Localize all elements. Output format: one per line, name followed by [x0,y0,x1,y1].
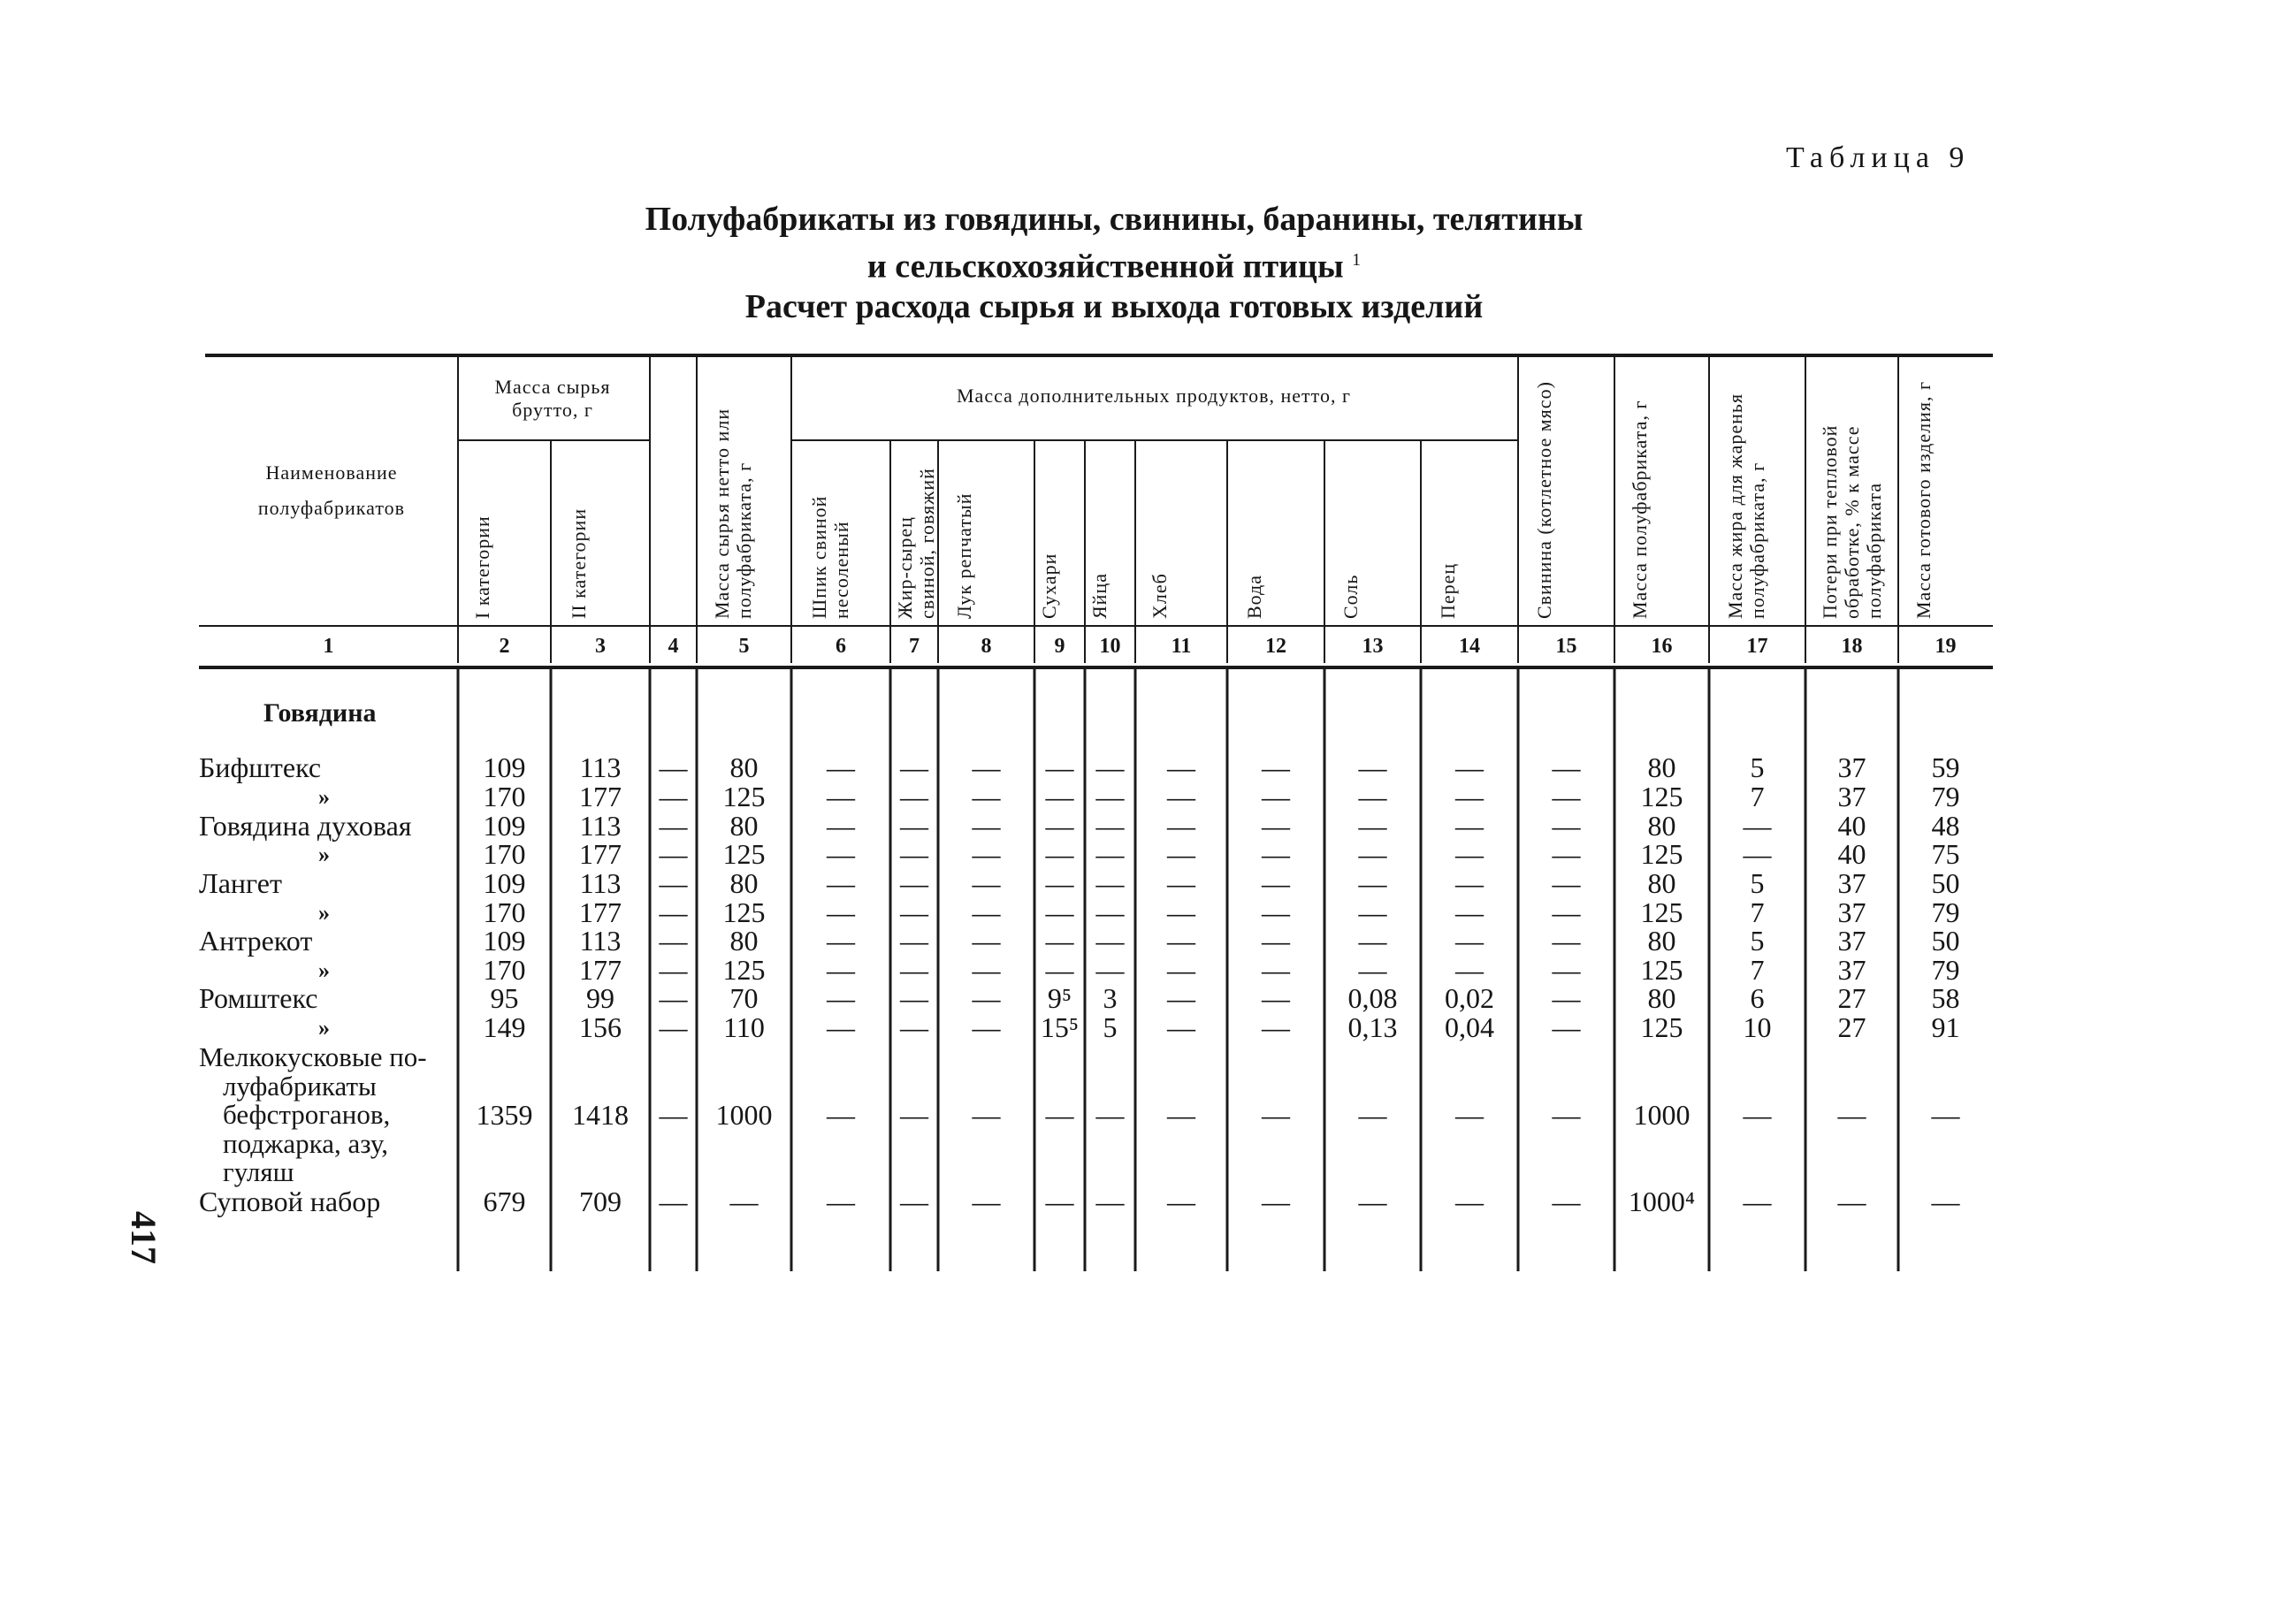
table-cell: — [900,1099,928,1131]
table-cell: — [1552,896,1581,928]
table-cell: 27 [1837,982,1866,1014]
table-cell: — [1095,867,1125,899]
header-name: Наименование полуфабрикатов [257,461,406,519]
table-cell: — [1552,925,1581,957]
table-cell: — [900,925,928,957]
table-cell: — [1455,954,1484,986]
table-cell: — [1095,1186,1125,1217]
column-number: 7 [909,635,920,658]
row-name-line: луфабрикаты [223,1070,377,1102]
ditto-mark: » [318,784,330,810]
row-name: Антрекот [199,925,313,957]
table-cell: — [972,867,1001,899]
table-cell: 109 [483,867,526,899]
column-number: 18 [1841,635,1863,658]
table-cell: 37 [1837,751,1866,783]
header-salt: Соль [1339,574,1362,619]
table-cell: — [1045,925,1074,957]
column-number: 2 [499,635,510,658]
table-cell: — [1262,1099,1290,1131]
ditto-mark: » [318,1015,330,1041]
table-cell: — [1045,781,1074,812]
table-cell: — [827,1186,855,1217]
table-cell: — [1931,1186,1960,1217]
table-cell: — [1045,751,1074,783]
table-cell: — [972,896,1001,928]
header-fat: Жир-сырец свиной, говяжий [894,468,938,619]
table-cell: — [1552,1011,1581,1043]
header-crumbs: Сухари [1038,553,1060,619]
column-number: 5 [738,635,750,658]
table-cell: — [1167,838,1195,870]
table-cell: — [1552,1099,1581,1131]
table-cell: — [1358,781,1387,812]
table-cell: 5 [1750,751,1765,783]
table-cell: — [1837,1186,1866,1217]
table-cell: — [1837,1099,1866,1131]
table-cell: 40 [1837,810,1866,842]
table-cell: — [900,751,928,783]
table-cell: — [1167,781,1195,812]
table-cell: 1000 [715,1099,773,1131]
table-cell: — [1358,838,1387,870]
table-cell: — [1095,781,1125,812]
column-number: 4 [668,635,679,658]
table-cell: 125 [722,781,766,812]
table-cell: 37 [1837,781,1866,812]
column-number: 3 [595,635,606,658]
column-number: 14 [1459,635,1480,658]
table-cell: — [1045,810,1074,842]
table-cell: — [1262,1186,1290,1217]
table-cell: — [900,1186,928,1217]
table-cell: — [1045,896,1074,928]
table-cell: 37 [1837,925,1866,957]
header-bread: Хлеб [1148,573,1171,619]
table-cell: — [827,810,855,842]
table-cell: — [1931,1099,1960,1131]
table-cell: 27 [1837,1011,1866,1043]
column-number: 11 [1171,635,1192,658]
table-cell: 177 [579,954,622,986]
table-cell: — [1455,1186,1484,1217]
row-name-line: поджарка, азу, [223,1127,388,1159]
table-cell: — [1743,1099,1772,1131]
header-onion: Лук репчатый [953,492,975,619]
table-cell: — [1262,896,1290,928]
table-cell: — [1358,751,1387,783]
table-cell: — [1455,925,1484,957]
table-cell: — [1358,867,1387,899]
column-number: 16 [1651,635,1673,658]
table-cell: — [900,867,928,899]
table-cell: 48 [1931,810,1960,842]
table-cell: — [1552,810,1581,842]
column-number: 17 [1746,635,1768,658]
header-gross-group: Масса сырья брутто, г [494,376,611,421]
table-cell: — [1552,1186,1581,1217]
header-frying-fat: Масса жира для жаренья полуфабриката, г [1724,393,1768,619]
table-label: Таблица 9 [1786,141,1971,174]
table-cell: — [1455,1099,1484,1131]
table-cell: 113 [579,925,622,957]
table-cell: — [1358,1099,1387,1131]
table-cell: — [1455,896,1484,928]
table-cell: — [659,954,688,986]
table-cell: 109 [483,751,526,783]
table-cell: 59 [1931,751,1960,783]
table-cell: 110 [723,1011,765,1043]
column-number: 15 [1555,635,1577,658]
table-cell: — [1045,867,1074,899]
table-cell: — [900,810,928,842]
table-cell: 9⁵ [1047,982,1072,1014]
table-subtitle: Расчет расхода сырья и выхода готовых изделий [744,288,1484,325]
table-cell: 37 [1837,896,1866,928]
table-cell: 40 [1837,838,1866,870]
table-cell: — [659,838,688,870]
table-cell: — [659,751,688,783]
table-cell: — [1262,982,1290,1014]
row-name-line: гуляш [223,1156,294,1187]
table-cell: 5 [1750,925,1765,957]
table-cell: 5 [1103,1011,1118,1043]
table-cell: 1000 [1633,1099,1691,1131]
table-cell: 99 [586,982,614,1014]
table-cell: 679 [483,1186,526,1217]
table-cell: — [827,781,855,812]
table-cell: 3 [1103,982,1118,1014]
table-cell: 113 [579,810,622,842]
title-line-1: Полуфабрикаты из говядины, свинины, баранины, телятины [645,201,1584,238]
table-cell: — [1552,781,1581,812]
table-cell: 109 [483,810,526,842]
table-cell: — [900,954,928,986]
table-cell: — [659,867,688,899]
table-cell: 170 [483,781,526,812]
table-cell: 170 [483,838,526,870]
ditto-mark: » [318,842,330,867]
table-cell: — [827,954,855,986]
ditto-mark: » [318,900,330,926]
header-water: Вода [1242,575,1265,619]
table-cell: 50 [1931,925,1960,957]
table-cell: 6 [1750,982,1765,1014]
table-cell: — [659,781,688,812]
table-cell: 80 [1647,925,1676,957]
table-cell: — [972,925,1001,957]
table-cell: — [1455,838,1484,870]
table-cell: — [972,838,1001,870]
table-cell: — [1358,896,1387,928]
table-cell: — [1262,925,1290,957]
table-cell: — [1358,925,1387,957]
title-line-2: и сельскохозяйственной птицы $^1$ [866,248,1362,286]
table-cell: — [1167,896,1195,928]
row-name-line: Мелкокусковые по- [199,1041,427,1072]
table-cell: 80 [1647,751,1676,783]
table-cell: 156 [579,1011,622,1043]
table-cell: — [659,810,688,842]
table-cell: — [1095,751,1125,783]
table-cell: — [900,982,928,1014]
table-cell: 7 [1750,954,1765,986]
row-name: Лангет [199,867,282,899]
table-cell: — [972,954,1001,986]
table-cell: — [1262,867,1290,899]
column-number: 19 [1935,635,1957,658]
title-footnote-mark: 1 [1352,250,1362,270]
table-cell: — [1095,954,1125,986]
table-cell: 170 [483,954,526,986]
ditto-mark: » [318,957,330,983]
row-name: Ромштекс [199,982,318,1014]
table-cell: — [972,1186,1001,1217]
table-cell: 15⁵ [1040,1011,1080,1043]
header-cat2: II категории [567,507,590,619]
row-name-line: бефстроганов, [223,1099,391,1130]
table-cell: — [827,896,855,928]
table-cell: — [1552,982,1581,1014]
table-cell: 125 [1640,954,1683,986]
column-number: 6 [836,635,846,658]
table-cell: — [659,1186,688,1217]
table-cell: — [827,867,855,899]
table-cell: 80 [729,751,759,783]
table-cell: 58 [1931,982,1960,1014]
table-cell: 5 [1750,867,1765,899]
table-cell: — [1095,925,1125,957]
table-cell: 125 [722,838,766,870]
table-cell: 0,02 [1445,982,1494,1014]
table-cell: — [827,751,855,783]
header-semi-mass: Масса полуфабриката, г [1629,400,1651,619]
table-cell: — [1167,1011,1195,1043]
table-cell: 75 [1931,838,1960,870]
table-cell: 79 [1931,954,1960,986]
header-additional-group: Масса дополнительных продуктов, нетто, г [957,385,1351,407]
table-cell: 170 [483,896,526,928]
table-cell: — [1455,867,1484,899]
table-cell: 1359 [476,1099,533,1131]
table-cell: — [900,838,928,870]
table-cell: 125 [1640,781,1683,812]
column-number: 8 [981,635,992,658]
table-cell: 0,08 [1347,982,1398,1014]
table-cell: 177 [579,838,622,870]
table-cell: 125 [722,896,766,928]
header-finished: Масса готового изделия, г [1912,380,1935,619]
table-cell: 1000⁴ [1628,1186,1696,1217]
table-cell: — [1358,810,1387,842]
table-cell: — [1167,1099,1195,1131]
table-cell: 80 [1647,867,1676,899]
header-net: Масса сырья нетто или полуфабриката, г [711,408,755,619]
table-cell: — [827,1099,855,1131]
table-cell: 95 [490,982,519,1014]
table-cell: 50 [1931,867,1960,899]
table-cell: 125 [722,954,766,986]
table-cell: — [827,1011,855,1043]
table-cell: 709 [579,1186,622,1217]
row-name: Бифштекс [199,751,322,783]
table-cell: 0,04 [1445,1011,1494,1043]
table-cell: — [1167,954,1195,986]
table-cell: 80 [1647,982,1676,1014]
table-cell: — [1262,954,1290,986]
table-cell: — [900,1011,928,1043]
table-cell: — [1552,954,1581,986]
table-cell: — [659,1011,688,1043]
table-cell: — [1262,751,1290,783]
table-cell: 1418 [572,1099,629,1131]
table-cell: — [900,896,928,928]
table-cell: 80 [1647,810,1676,842]
table-cell: — [659,925,688,957]
table-cell: — [659,896,688,928]
table-cell: — [1095,896,1125,928]
row-name: Говядина духовая [199,810,412,842]
table-cell: 70 [729,982,759,1014]
column-number: 1 [323,635,334,658]
table-cell: — [1095,838,1125,870]
table-cell: — [1167,867,1195,899]
table-cell: 79 [1931,896,1960,928]
table-cell: — [1095,1099,1125,1131]
table-cell: — [1455,781,1484,812]
row-name: Суповой набор [199,1186,381,1217]
table-cell: — [972,751,1001,783]
header-losses: Потери при тепловой обработке, % к массе полуфабриката [1819,424,1885,619]
table-cell: 80 [729,810,759,842]
table-cell: — [1045,1186,1074,1217]
table-cell: 177 [579,896,622,928]
table-cell: — [1167,810,1195,842]
table-cell: 177 [579,781,622,812]
table-cell: — [827,925,855,957]
table-cell: — [1045,1099,1074,1131]
table-cell: — [1743,1186,1772,1217]
header-cat1: I категории [471,515,493,619]
table-cell: — [972,810,1001,842]
table-cell: 91 [1931,1011,1960,1043]
table-cell: — [1167,1186,1195,1217]
table-cell: 113 [579,867,622,899]
column-number: 9 [1054,635,1065,658]
table-cell: 125 [1640,838,1683,870]
table-cell: 80 [729,925,759,957]
table-cell: — [659,1099,688,1131]
table-cell: — [1262,810,1290,842]
header-pork: Свинина (котлетное мясо) [1533,381,1555,619]
table-cell: — [972,1099,1001,1131]
column-number: 13 [1362,635,1384,658]
header-eggs: Яйца [1088,573,1110,619]
column-number: 12 [1265,635,1286,658]
table-cell: 7 [1750,781,1765,812]
table-cell: — [972,982,1001,1014]
table-cell: 125 [1640,896,1683,928]
table-cell: 0,13 [1347,1011,1398,1043]
table-cell: — [1552,838,1581,870]
section-title: Говядина [263,698,377,728]
table-cell: — [972,781,1001,812]
table-cell: — [1743,810,1772,842]
table-cell: 37 [1837,954,1866,986]
table-cell: — [1262,838,1290,870]
table-cell: — [1552,867,1581,899]
table-cell: — [1552,751,1581,783]
header-pepper: Перец [1436,562,1459,619]
table-cell: — [1095,810,1125,842]
table-cell: — [1167,982,1195,1014]
table-cell: 125 [1640,1011,1683,1043]
table-cell: — [1262,1011,1290,1043]
table-cell: 80 [729,867,759,899]
table-cell: — [1045,954,1074,986]
table-cell: — [729,1186,759,1217]
table-cell: — [1358,1186,1387,1217]
table-cell: — [1455,810,1484,842]
table-cell: — [1743,838,1772,870]
table-cell: — [900,781,928,812]
header-lard: Шпик свиной несоленый [807,495,852,619]
table-cell: — [1262,781,1290,812]
table-cell: — [972,1011,1001,1043]
table-cell: 113 [579,751,622,783]
table-cell: — [659,982,688,1014]
table-cell: 79 [1931,781,1960,812]
table-cell: — [1167,925,1195,957]
table-cell: — [827,982,855,1014]
table-cell: 149 [483,1011,526,1043]
table-cell: — [1455,751,1484,783]
table-cell: — [827,838,855,870]
table-cell: 7 [1750,896,1765,928]
column-number: 10 [1099,635,1121,658]
table-cell: 10 [1743,1011,1772,1043]
table-cell: — [1045,838,1074,870]
page-number: 417 [124,1211,164,1264]
table-cell: — [1167,751,1195,783]
table-cell: 109 [483,925,526,957]
table-cell: — [1358,954,1387,986]
table-cell: 37 [1837,867,1866,899]
